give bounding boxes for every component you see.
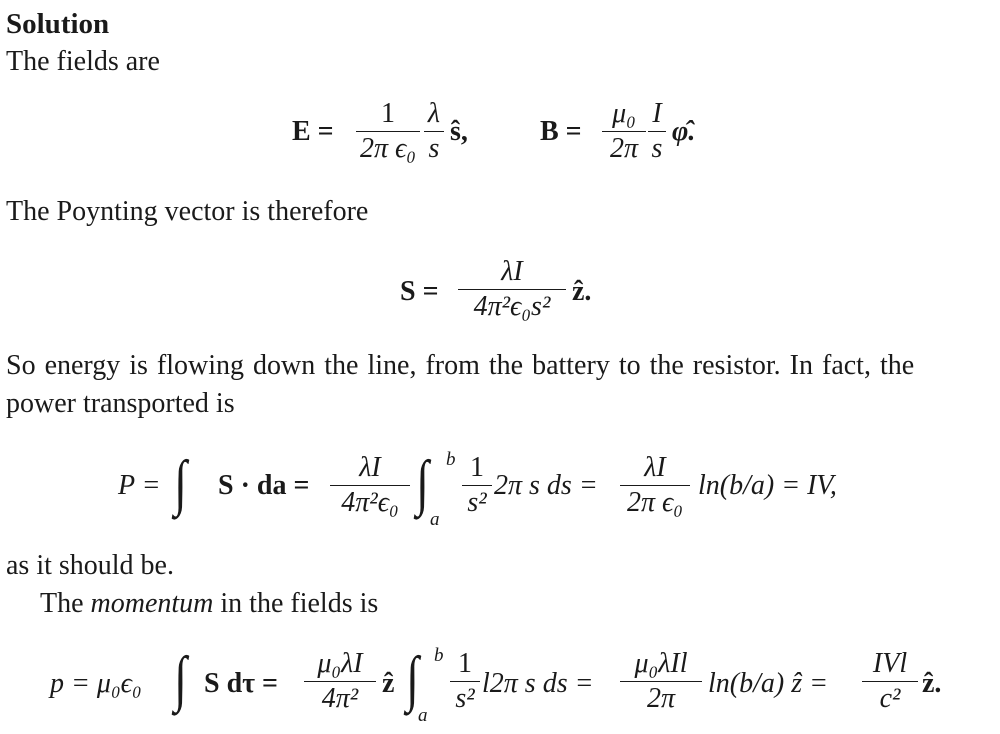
paragraph-momentum-intro: [40, 590, 378, 618]
integral-sign: ∫: [174, 645, 187, 713]
fraction-bar: [330, 485, 410, 486]
eq-m-integrand: [204, 670, 278, 698]
integral-upper-limit: b: [446, 449, 456, 470]
eq-p-lhs: P =: [118, 470, 161, 501]
eq-b-lhs: B =: [540, 116, 582, 147]
eq-s-num: λI: [501, 256, 523, 287]
eq-s-den: 4π²ϵ₀s²: [473, 291, 551, 322]
integral-upper-limit: b: [434, 645, 444, 666]
eq-p-frac2: [462, 454, 492, 517]
eq-b-frac2-den: s: [651, 133, 663, 164]
fraction-bar: [304, 681, 376, 682]
eq-b-frac2: [648, 100, 666, 163]
fraction-bar: [356, 131, 420, 132]
momentum-intro-em: momentum: [90, 588, 214, 619]
eq-m-frac1-num: μ₀λI: [317, 648, 363, 679]
eq-p-frac2-den: s²: [467, 487, 487, 518]
eq-e-frac1: [356, 100, 420, 163]
momentum-intro-post: in the fields is: [213, 588, 379, 619]
integral-lower-limit: a: [430, 509, 440, 530]
eq-b-frac1-num: μ₀: [612, 98, 636, 129]
integral-sign: ∫: [416, 449, 429, 517]
eq-p-frac1-den: 4π²ϵ₀: [341, 487, 399, 518]
fraction-bar: [648, 131, 666, 132]
paragraph-energy-line1: So energy is flowing down the line, from the battery to the resistor. In fact, the: [6, 350, 915, 381]
fraction-bar: [862, 681, 918, 682]
integral-sign: ∫: [406, 645, 419, 713]
momentum-intro-pre: The: [40, 588, 91, 619]
eq-e-frac1-den: 2π ϵ₀: [359, 133, 417, 164]
eq-m-lhs: p = μ₀ϵ₀: [50, 668, 142, 699]
paragraph-should-be: as it should be.: [6, 550, 174, 581]
eq-p-after-frac2: 2π s ds =: [494, 470, 598, 501]
eq-b-unit: φ̂.: [672, 116, 696, 147]
fraction-bar: [602, 131, 646, 132]
eq-p-frac3: [620, 454, 690, 517]
eq-s-lhs: S =: [400, 276, 439, 307]
eq-e-frac2-den: s: [428, 133, 440, 164]
eq-m-frac4-den: c²: [879, 683, 901, 714]
eq-m-frac2-num: 1: [458, 648, 472, 679]
fraction-bar: [458, 289, 566, 290]
eq-e-frac1-num: 1: [381, 98, 395, 129]
fraction-bar: [620, 681, 702, 682]
eq-m-frac1-den: 4π²: [321, 683, 359, 714]
integral-lower-limit: a: [418, 705, 428, 726]
eq-e-unit: ŝ,: [450, 116, 468, 147]
eq-m-frac4: [862, 650, 918, 713]
eq-p-frac3-num: λI: [644, 452, 666, 483]
section-heading: Solution: [6, 8, 110, 40]
eq-e-lhs: E =: [292, 116, 334, 147]
eq-s-unit: ẑ.: [572, 276, 592, 307]
eq-b-frac1: [602, 100, 646, 163]
eq-m-unit2: ẑ.: [922, 668, 942, 699]
fraction-bar: [620, 485, 690, 486]
eq-m-frac3: [620, 650, 702, 713]
eq-b-frac1-den: 2π: [609, 133, 639, 164]
paragraph-fields-intro: The fields are: [6, 46, 160, 77]
eq-m-frac1: [304, 650, 376, 713]
eq-s-frac: [458, 258, 566, 321]
eq-e-frac2: [424, 100, 444, 163]
fraction-bar: [424, 131, 444, 132]
eq-b-frac2-num: I: [652, 98, 662, 129]
integral-sign: ∫: [174, 449, 187, 517]
eq-p-integrand: S · da =: [218, 470, 310, 501]
eq-p-frac2-num: 1: [470, 452, 484, 483]
eq-p-frac3-den: 2π ϵ₀: [626, 487, 684, 518]
eq-m-frac2: [450, 650, 480, 713]
eq-m-integrand-text: S dτ =: [204, 668, 279, 699]
fraction-bar: [450, 681, 480, 682]
paragraph-poynting-intro: The Poynting vector is therefore: [6, 196, 369, 227]
eq-m-frac2-den: s²: [455, 683, 475, 714]
eq-p-frac1: [330, 454, 410, 517]
eq-m-mid: ln(b/a) ẑ =: [708, 668, 828, 699]
eq-m-frac3-num: μ₀λIl: [634, 648, 688, 679]
eq-m-frac4-num: IVl: [872, 648, 908, 679]
eq-e-frac2-num: λ: [427, 98, 441, 129]
fraction-bar: [462, 485, 492, 486]
eq-m-unit1: ẑ: [382, 668, 395, 699]
eq-p-frac1-num: λI: [359, 452, 381, 483]
eq-m-after-frac2: l2π s ds =: [482, 668, 594, 699]
eq-p-result: ln(b/a) = IV,: [698, 470, 837, 501]
eq-m-frac3-den: 2π: [646, 683, 676, 714]
paragraph-energy-line2: power transported is: [6, 388, 235, 419]
